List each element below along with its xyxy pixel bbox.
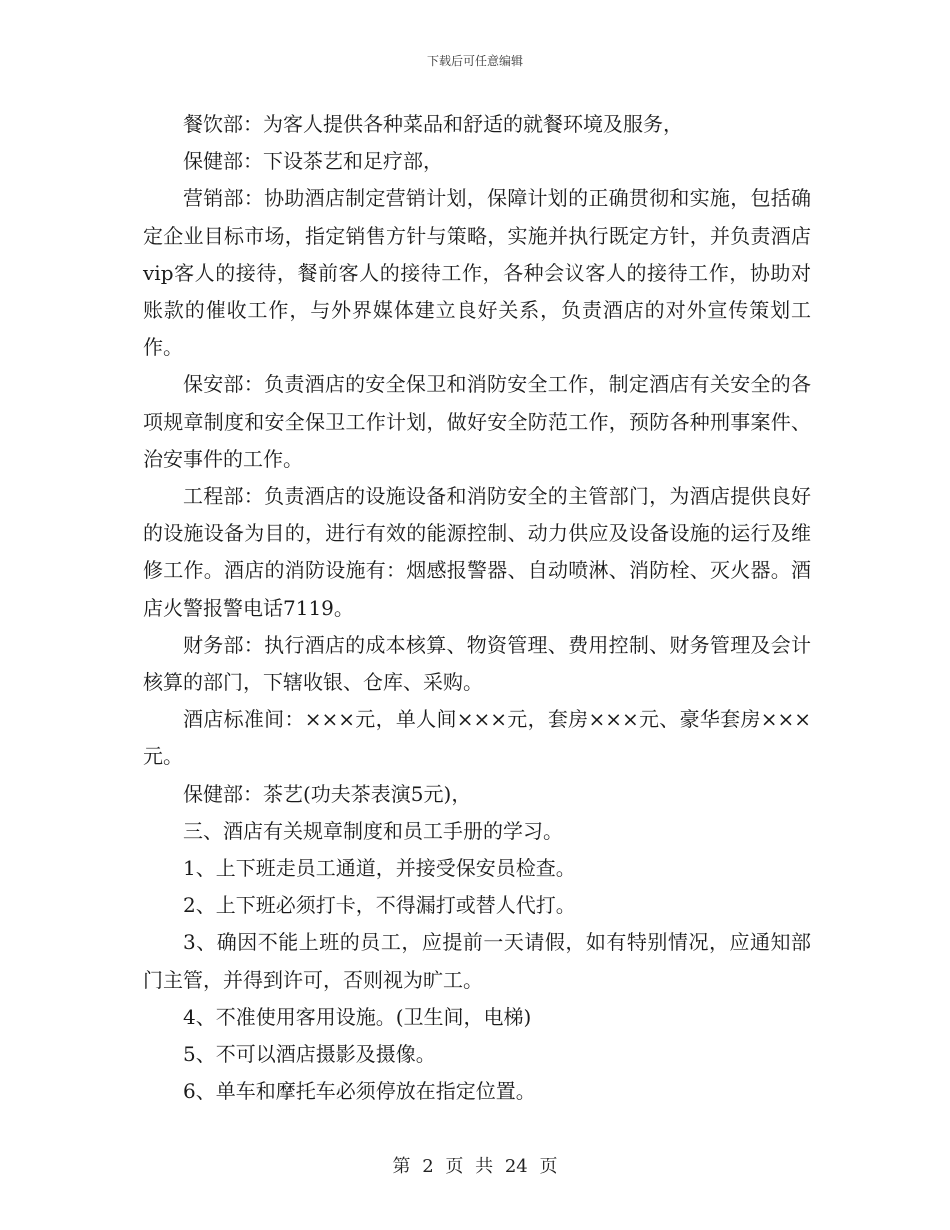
paragraph-wellness: 保健部：下设茶艺和足疗部， xyxy=(183,149,443,174)
rule-item-5: 5、不可以酒店摄影及摄像。 xyxy=(183,1042,436,1067)
rule-item-6: 6、单车和摩托车必须停放在指定位置。 xyxy=(183,1079,536,1104)
document-body xyxy=(143,106,811,1110)
rule-item-4: 4、不准使用客用设施。(卫生间，电梯) xyxy=(183,1004,532,1029)
paragraph-finance: 财务部：执行酒店的成本核算、物资管理、费用控制、财务管理及会计核算的部门，下辖收银、仓库、采购。 xyxy=(143,632,811,695)
paragraph-catering: 餐饮部：为客人提供各种菜品和舒适的就餐环境及服务， xyxy=(183,112,683,136)
paragraph-engineering: 工程部：负责酒店的设施设备和消防安全的主管部门，为酒店提供良好的设施设备为目的，进行有效的能源控制、动力供应及设备设施的运行及维修工作。酒店的消防设施有：烟感报警器、自动喷淋、消防栓、灭火器。酒店火警报警电话7119。 xyxy=(143,484,811,620)
rule-item-1: 1、上下班走员工通道，并接受保安员检查。 xyxy=(183,856,576,881)
paragraph-tea-art: 保健部：茶艺(功夫茶表演5元)， xyxy=(183,781,472,806)
paragraph-security: 保安部：负责酒店的安全保卫和消防安全工作，制定酒店有关安全的各项规章制度和安全保卫工作计划，做好安全防范工作，预防各种刑事案件、治安事件的工作。 xyxy=(143,372,811,471)
section-heading-rules: 三、酒店有关规章制度和员工手册的学习。 xyxy=(183,818,563,843)
rule-item-2: 2、上下班必须打卡，不得漏打或替人代打。 xyxy=(183,893,576,918)
page-number-footer: 第 2 页 共 24 页 xyxy=(392,1156,558,1177)
paragraph-room-rates: 酒店标准间：×××元，单人间×××元，套房×××元、豪华套房×××元。 xyxy=(143,707,811,769)
paragraph-marketing: 营销部：协助酒店制定营销计划，保障计划的正确贯彻和实施，包括确定企业目标市场，指定销售方针与策略，实施并执行既定方针，并负责酒店vip客人的接待，餐前客人的接待工作，各种会议客人的接待工作，协助对账款的催收工作，与外界媒体建立良好关系，负责酒店的对外宣传策划工作。 xyxy=(143,186,811,360)
rule-item-3: 3、确因不能上班的员工，应提前一天请假，如有特别情况，应通知部门主管，并得到许可，否则视为旷工。 xyxy=(143,930,811,992)
header-note: 下载后可任意编辑 xyxy=(426,54,523,68)
